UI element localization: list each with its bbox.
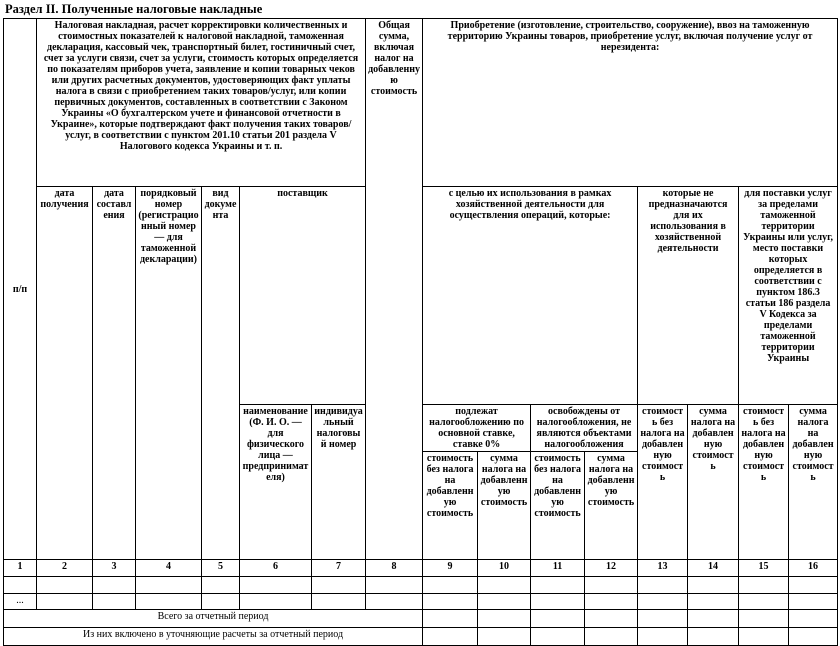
header-col11-cost: стоимость без налога на добавленную стоимость xyxy=(531,452,585,560)
column-number: 8 xyxy=(366,560,423,577)
table-row xyxy=(4,594,838,610)
header-economic-use: с целью их использования в рамках хозяйственной деятельности для осуществления операций, которые: xyxy=(423,187,638,405)
column-number: 16 xyxy=(789,560,838,577)
header-not-economic: которые не предназначаются для их использования в хозяйственной деятельности xyxy=(638,187,739,405)
header-date-received: дата получения xyxy=(37,187,93,560)
header-tax-number: индивидуальный налоговый номер xyxy=(312,405,366,560)
column-number: 9 xyxy=(423,560,478,577)
column-number: 5 xyxy=(202,560,240,577)
column-number: 11 xyxy=(531,560,585,577)
header-supply-outside: для поставки услуг за пределами таможенной территории Украины или услуг, место поставки которых определяется в соответствии с пунктом 186.3 статьи 186 раздела V Кодекса за пределами таможенной территории Украины xyxy=(739,187,838,405)
header-invoice-group: Налоговая накладная, расчет корректировки количественных и стоимостных показателей к налоговой накладной, таможенная декларация, кассовый чек, транспортный билет, гостиничный счет, счет за услуги связи, счет за услуги, стоимость которых определяется по показателям приборов учета, заявление и копии товарных чеков или других расчетных документов, удостоверяющих факт уплаты налога в связи с приобретением таких товаров/услуг, или копии первичных документов, составленных в соответствии с Законом Украины «О бухгалтерском учете и финансовой отчетности в Украине», которые подтверждают факт получения таких товаров/услуг, в соответствии с пунктом 201.10 статьи 201 раздела V Налогового кодекса Украины и т. п. xyxy=(37,19,366,187)
header-col9-cost: стоимость без налога на добавленную стоимость xyxy=(423,452,478,560)
tax-invoices-table xyxy=(3,18,838,646)
column-number: 3 xyxy=(93,560,136,577)
header-doc-type: вид документа xyxy=(202,187,240,560)
section-title: Раздел II. Полученные налоговые накладные xyxy=(5,2,263,16)
ellipsis-cell: ... xyxy=(4,594,37,610)
total-row xyxy=(4,610,838,628)
header-np: п/п xyxy=(4,19,37,560)
header-taxable-zero: подлежат налогообложению по основной ставке, ставке 0% xyxy=(423,405,531,452)
header-col14-vat: сумма налога на добавленную стоимость xyxy=(688,405,739,560)
column-number: 6 xyxy=(240,560,312,577)
header-acquisition: Приобретение (изготовление, строительство, сооружение), ввоз на таможенную территорию Украины товаров, приобретение услуг, включая получение услуг от нерезидента: xyxy=(423,19,838,187)
header-seq-number: порядковый номер (регистрационный номер — для таможенной декларации) xyxy=(136,187,202,560)
column-number: 15 xyxy=(739,560,789,577)
table-row xyxy=(4,577,838,594)
total-period-label: Всего за отчетный период xyxy=(4,610,423,628)
header-supplier: поставщик xyxy=(240,187,366,405)
header-col12-vat: сумма налога на добавленную стоимость xyxy=(585,452,638,560)
column-number: 7 xyxy=(312,560,366,577)
header-col13-cost: стоимость без налога на добавленную стоимость xyxy=(638,405,688,560)
column-number: 4 xyxy=(136,560,202,577)
column-number: 13 xyxy=(638,560,688,577)
header-date-compiled: дата составления xyxy=(93,187,136,560)
included-label: Из них включено в уточняющие расчеты за отчетный период xyxy=(4,628,423,646)
column-number: 1 xyxy=(4,560,37,577)
header-col10-vat: сумма налога на добавленную стоимость xyxy=(478,452,531,560)
column-number: 2 xyxy=(37,560,93,577)
header-col16-vat: сумма налога на добавленную стоимость xyxy=(789,405,838,560)
column-number: 10 xyxy=(478,560,531,577)
column-number-row xyxy=(4,560,838,577)
header-exempt: освобождены от налогообложения, не являются объектами налогообложения xyxy=(531,405,638,452)
header-col15-cost: стоимость без налога на добавленную стоимость xyxy=(739,405,789,560)
column-number: 12 xyxy=(585,560,638,577)
column-number: 14 xyxy=(688,560,739,577)
header-total: Общая сумма, включая налог на добавленную стоимость xyxy=(366,19,423,560)
header-supplier-name: наименование (Ф. И. О. — для физического лица — предпринимателя) xyxy=(240,405,312,560)
